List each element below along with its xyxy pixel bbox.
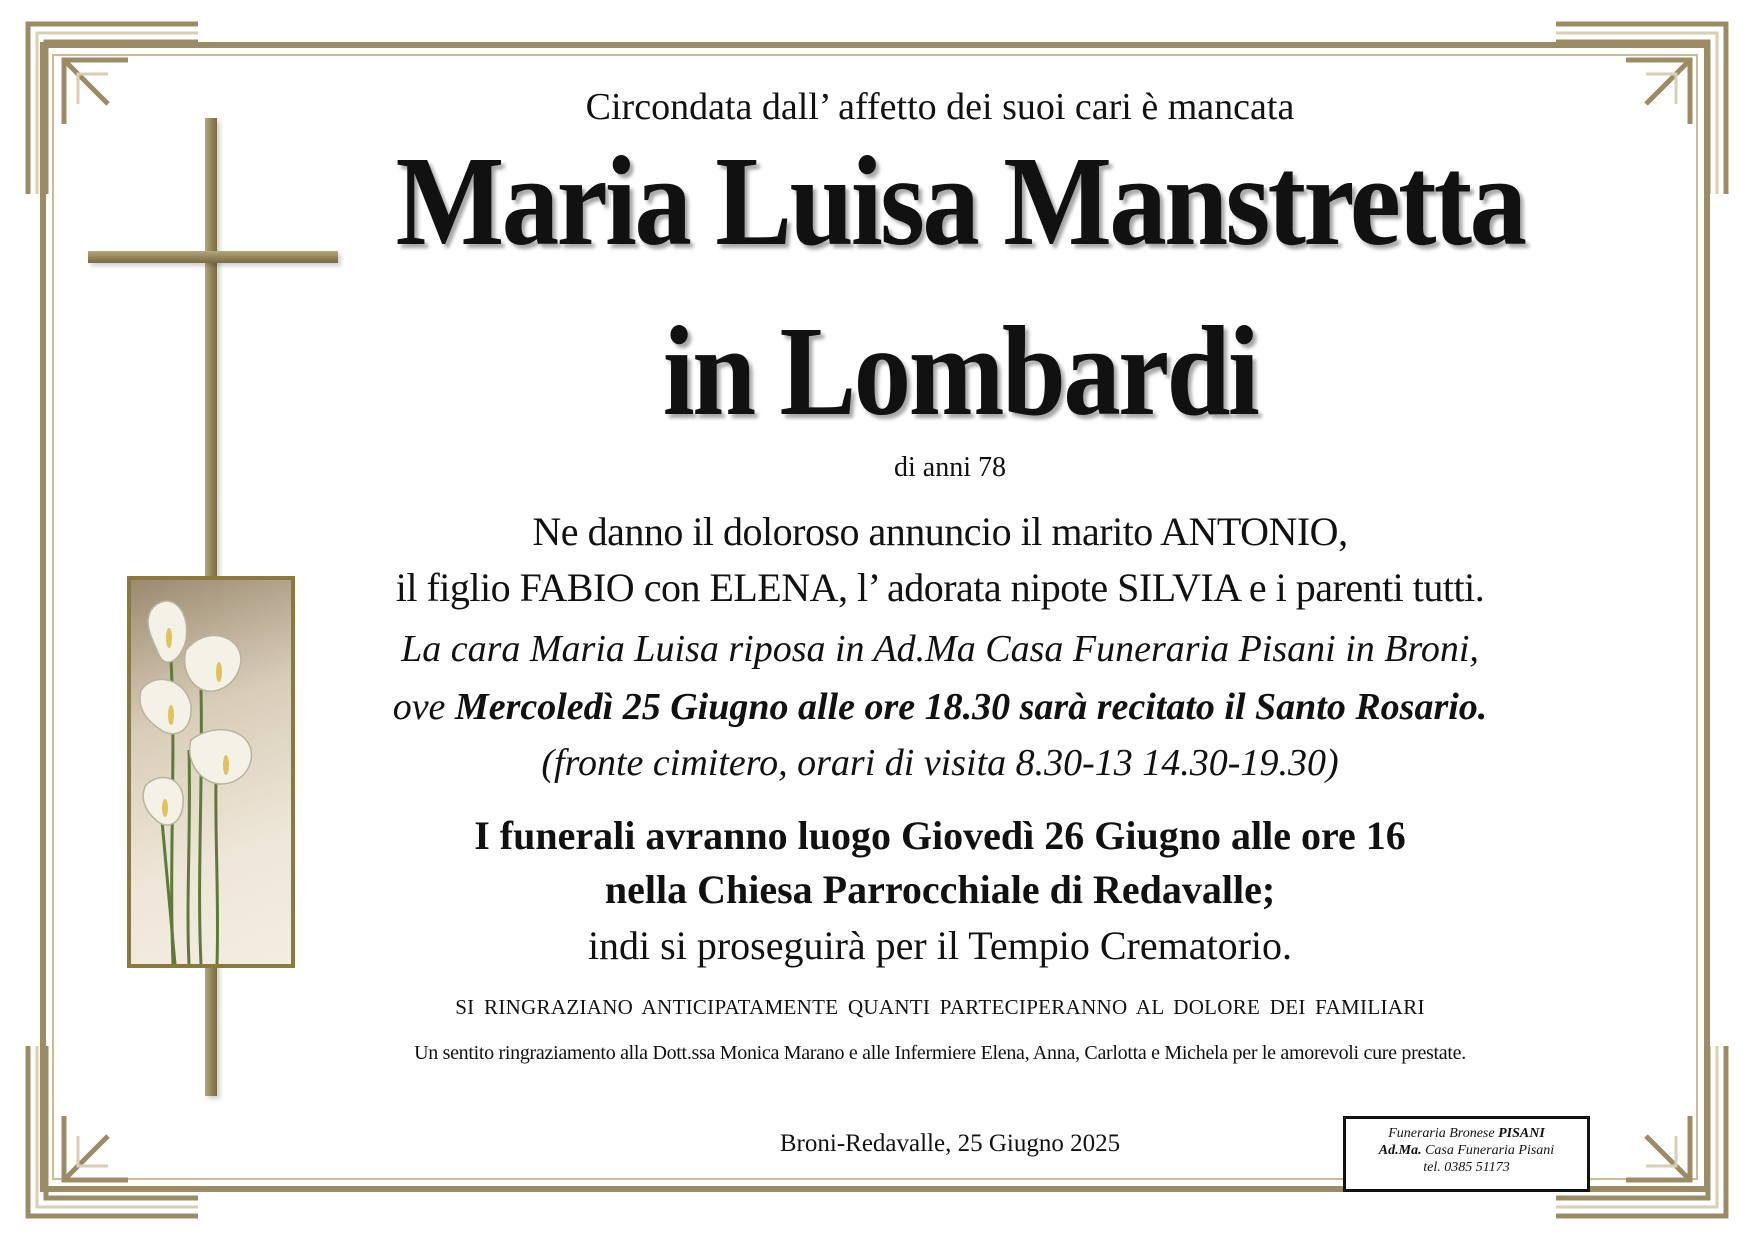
intro-text: Circondata dall’ affetto dei suoi cari è mancata xyxy=(585,86,1295,128)
calla-lily-picture xyxy=(127,576,295,968)
rosary-line xyxy=(300,685,1580,729)
stamp-line-3: tel. 0385 51173 xyxy=(1423,1160,1510,1175)
rosary-prefix: ove xyxy=(392,686,455,728)
stamp-line-2: Ad.Ma. Casa Funeraria Pisani xyxy=(1378,1143,1555,1158)
stamp-line-1: Funeraria Bronese PISANI xyxy=(1388,1126,1545,1141)
announcement-line: il figlio FABIO con ELENA, l’ adorata nipote SILVIA e i parenti tutti. xyxy=(395,565,1485,610)
announcement-line: Ne danno il doloroso annuncio il marito ANTONIO, xyxy=(532,509,1348,554)
specific-thanks: Un sentito ringraziamento alla Dott.ssa Monica Marano e alle Infermiere Elena, Anna, Carlotta e Michela per le amorevoli cure prestate. xyxy=(414,1042,1466,1064)
age-text: di anni 78 xyxy=(894,452,1006,483)
funeral-home-stamp xyxy=(1343,1116,1590,1192)
funeral-line: I funerali avranno luogo Giovedì 26 Giugno alle ore 16 xyxy=(474,813,1406,858)
cross-icon-bar xyxy=(88,251,338,263)
funeral-line: indi si proseguirà per il Tempio Crematorio. xyxy=(587,923,1293,968)
general-thanks: SI RINGRAZIANO ANTICIPATAMENTE QUANTI PARTECIPERANNO AL DOLORE DEI FAMILIARI xyxy=(455,995,1425,1019)
rosary-details: Mercoledì 25 Giugno alle ore 18.30 sarà recitato il Santo Rosario. xyxy=(454,686,1488,728)
deceased-name: Maria Luisa Manstretta xyxy=(395,130,1525,272)
funeral-line: nella Chiesa Parrocchiale di Redavalle; xyxy=(604,867,1276,912)
place-date: Broni-Redavalle, 25 Giugno 2025 xyxy=(779,1130,1121,1157)
corner-ornament-icon xyxy=(18,1036,208,1226)
laying-in-state-line: La cara Maria Luisa riposa in Ad.Ma Casa Funeraria Pisani in Broni, xyxy=(401,628,1479,670)
deceased-married-name: in Lombardi xyxy=(662,300,1258,442)
corner-ornament-icon xyxy=(18,14,208,204)
visiting-hours-line: (fronte cimitero, orari di visita 8.30-13 14.30-19.30) xyxy=(541,742,1339,784)
